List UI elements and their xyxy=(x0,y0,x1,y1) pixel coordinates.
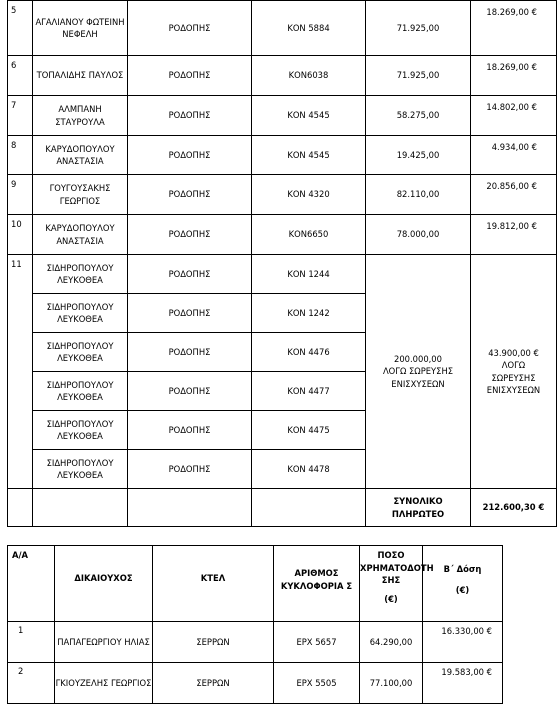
table-row xyxy=(8,96,557,136)
beneficiary-name: ΚΑΡΥΔΟΠΟΥΛΟΥ ΑΝΑΣΤΑΣΙΑ xyxy=(33,215,128,255)
row-number: 9 xyxy=(8,175,33,215)
payment-amount: 18.269,00 € xyxy=(471,56,557,96)
header-payment-label: Β΄ Δόση xyxy=(443,564,482,574)
beneficiary-name: ΚΑΡΥΔΟΠΟΥΛΟΥ ΑΝΑΣΤΑΣΙΑ xyxy=(33,136,128,175)
plate-number: ΚΟΝ 4475 xyxy=(252,411,366,450)
plate-number: ΚΟΝ 4477 xyxy=(252,372,366,411)
plate-number: ΚΟΝ6038 xyxy=(252,56,366,96)
row-number: 6 xyxy=(8,56,33,96)
ktel-name: ΡΟΔΟΠΗΣ xyxy=(128,56,252,96)
beneficiary-name: ΣΙΔΗΡΟΠΟΥΛΟΥ ΛΕΥΚΟΘΕΑ xyxy=(33,294,128,333)
table-row xyxy=(8,622,503,663)
ktel-name: ΡΟΔΟΠΗΣ xyxy=(128,255,252,294)
ktel-name: ΡΟΔΟΠΗΣ xyxy=(128,450,252,489)
beneficiaries-table-rhodope xyxy=(7,0,557,527)
ktel-name: ΡΟΔΟΠΗΣ xyxy=(128,96,252,136)
ktel-name: ΣΕΡΡΩΝ xyxy=(153,622,274,663)
header-plate: ΑΡΙΘΜΟΣ ΚΥΚΛΟΦΟΡΙΑ Σ xyxy=(274,546,360,622)
beneficiary-name: ΑΓΑΛΙΑΝΟΥ ΦΩΤΕΙΝΗ ΝΕΦΕΛΗ xyxy=(33,1,128,56)
beneficiary-name: ΓΚΙΟΥΖΕΛΗΣ ΓΕΩΡΓΙΟΣ xyxy=(55,663,153,704)
beneficiary-name: ΣΙΔΗΡΟΠΟΥΛΟΥ ΛΕΥΚΟΘΕΑ xyxy=(33,450,128,489)
beneficiary-name: ΑΛΜΠΑΝΗ ΣΤΑΥΡΟΥΛΑ xyxy=(33,96,128,136)
empty-cell xyxy=(252,489,366,527)
beneficiary-name: ΣΙΔΗΡΟΠΟΥΛΟΥ ΛΕΥΚΟΘΕΑ xyxy=(33,333,128,372)
header-amount-unit: (€) xyxy=(384,593,398,604)
empty-cell xyxy=(8,489,33,527)
header-ktel: ΚΤΕΛ xyxy=(153,546,274,622)
beneficiary-name: ΣΙΔΗΡΟΠΟΥΛΟΥ ΛΕΥΚΟΘΕΑ xyxy=(33,255,128,294)
plate-number: ΚΟΝ 5884 xyxy=(252,1,366,56)
funding-amount: 200.000,00 xyxy=(394,353,442,364)
beneficiary-name: ΣΙΔΗΡΟΠΟΥΛΟΥ ΛΕΥΚΟΘΕΑ xyxy=(33,372,128,411)
funding-amount: 78.000,00 xyxy=(366,215,471,255)
row-number: 2 xyxy=(8,663,55,704)
ktel-name: ΡΟΔΟΠΗΣ xyxy=(128,175,252,215)
funding-amount: 77.100,00 xyxy=(360,663,423,704)
beneficiary-name: ΠΑΠΑΓΕΩΡΓΙΟΥ ΗΛΙΑΣ xyxy=(55,622,153,663)
empty-cell xyxy=(128,489,252,527)
payment-amount: 18.269,00 € xyxy=(471,1,557,56)
plate-number: ΚΟΝ 4320 xyxy=(252,175,366,215)
header-amount-label: ΠΟΣΟ ΧΡΗΜΑΤΟΔΟΤΗ ΣΗΣ xyxy=(360,550,434,585)
funding-amount: 71.925,00 xyxy=(366,1,471,56)
plate-number: ΚΟΝ 4545 xyxy=(252,96,366,136)
table-row xyxy=(8,215,557,255)
funding-amount: 64.290,00 xyxy=(360,622,423,663)
ktel-name: ΣΕΡΡΩΝ xyxy=(153,663,274,704)
payment-amount-cumulative xyxy=(471,255,557,489)
total-row xyxy=(8,489,557,527)
ktel-name: ΡΟΔΟΠΗΣ xyxy=(128,294,252,333)
row-number: 8 xyxy=(8,136,33,175)
header-amount xyxy=(360,546,434,622)
plate-number: ΕΡΧ 5505 xyxy=(274,663,360,704)
plate-number: ΚΟΝ 4478 xyxy=(252,450,366,489)
payment-amount: 16.330,00 € xyxy=(423,622,503,663)
plate-number: ΚΟΝ 4476 xyxy=(252,333,366,372)
beneficiaries-table-serres xyxy=(7,545,503,704)
ktel-name: ΡΟΔΟΠΗΣ xyxy=(128,333,252,372)
payment-amount: 14.802,00 € xyxy=(471,96,557,136)
funding-amount: 82.110,00 xyxy=(366,175,471,215)
row-number: 7 xyxy=(8,96,33,136)
funding-note: ΛΟΓΩ ΣΩΡΕΥΣΗΣ ΕΝΙΣΧΥΣΕΩΝ xyxy=(382,366,454,389)
row-number: 1 xyxy=(8,622,55,663)
ktel-name: ΡΟΔΟΠΗΣ xyxy=(128,215,252,255)
header-number: Α/Α xyxy=(8,546,55,622)
payment-amount: 20.856,00 € xyxy=(471,175,557,215)
total-value: 212.600,30 € xyxy=(471,489,557,527)
ktel-name: ΡΟΔΟΠΗΣ xyxy=(128,411,252,450)
table-row xyxy=(8,56,557,96)
table2-body xyxy=(8,546,503,704)
payment-amount: 4.934,00 € xyxy=(471,136,557,175)
table-header-row xyxy=(8,546,503,622)
plate-number: ΕΡΧ 5657 xyxy=(274,622,360,663)
ktel-name: ΡΟΔΟΠΗΣ xyxy=(128,136,252,175)
funding-amount-cumulative xyxy=(366,255,471,489)
header-payment-unit: (€) xyxy=(455,584,470,595)
payment-amount: 19.812,00 € xyxy=(471,215,557,255)
funding-amount: 19.425,00 xyxy=(366,136,471,175)
header-beneficiary: ΔΙΚΑΙΟΥΧΟΣ xyxy=(55,546,153,622)
row-number: 11 xyxy=(8,255,33,489)
plate-number: ΚΟΝ 1244 xyxy=(252,255,366,294)
ktel-name: ΡΟΔΟΠΗΣ xyxy=(128,1,252,56)
header-payment xyxy=(423,546,503,622)
plate-number: ΚΟΝ 1242 xyxy=(252,294,366,333)
table-row xyxy=(8,1,557,56)
payment-note: ΛΟΓΩ ΣΩΡΕΥΣΗΣ ΕΝΙΣΧΥΣΕΩΝ xyxy=(486,360,541,395)
payment-amount: 19.583,00 € xyxy=(423,663,503,704)
total-label: ΣΥΝΟΛΙΚΟ ΠΛΗΡΩΤΕΟ xyxy=(366,489,471,527)
beneficiary-name: ΤΟΠΑΛΙΔΗΣ ΠΑΥΛΟΣ xyxy=(33,56,128,96)
ktel-name: ΡΟΔΟΠΗΣ xyxy=(128,372,252,411)
payment-amount: 43.900,00 € xyxy=(488,347,539,358)
table-row xyxy=(8,175,557,215)
table1-body xyxy=(8,1,557,527)
empty-cell xyxy=(33,489,128,527)
table-row xyxy=(8,663,503,704)
table-row xyxy=(8,255,557,294)
table-row xyxy=(8,136,557,175)
funding-amount: 71.925,00 xyxy=(366,56,471,96)
plate-number: ΚΟΝ 4545 xyxy=(252,136,366,175)
plate-number: ΚΟΝ6650 xyxy=(252,215,366,255)
funding-amount: 58.275,00 xyxy=(366,96,471,136)
beneficiary-name: ΣΙΔΗΡΟΠΟΥΛΟΥ ΛΕΥΚΟΘΕΑ xyxy=(33,411,128,450)
row-number: 5 xyxy=(8,1,33,56)
beneficiary-name: ΓΟΥΓΟΥΣΑΚΗΣ ΓΕΩΡΓΙΟΣ xyxy=(33,175,128,215)
row-number: 10 xyxy=(8,215,33,255)
